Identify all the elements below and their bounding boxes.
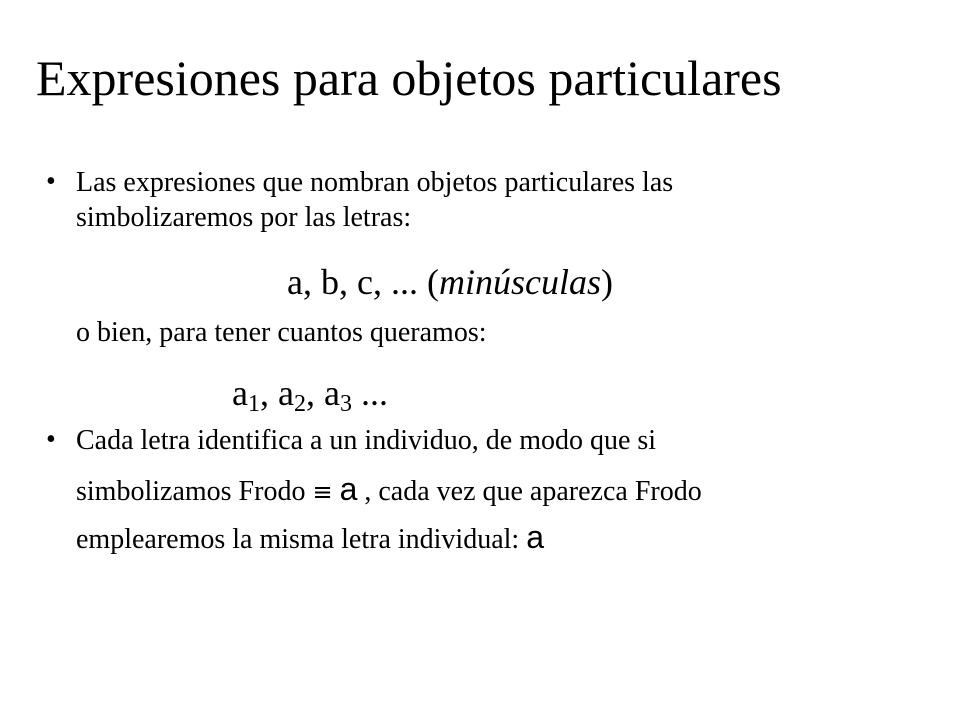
- subscript-1: 1: [247, 391, 260, 417]
- formula-letters-prefix: a, b, c, ... (: [287, 262, 439, 302]
- formula-letters: [287, 262, 613, 302]
- formula-letters-italic: minúsculas: [438, 262, 601, 302]
- formula-letters-suffix: ): [600, 262, 613, 302]
- individual-letter: a: [339, 471, 358, 507]
- bullet2-line2-after: , cada vez que aparezca Frodo: [364, 476, 702, 507]
- bullet2-line1: Cada letra identifica a un individuo, de modo que si: [76, 425, 657, 456]
- indexed-letter: a: [323, 373, 340, 413]
- individual-letter: a: [526, 519, 544, 555]
- or-line: o bien, para tener cuantos queramos:: [76, 317, 487, 348]
- slide-title: Expresiones para objetos particulares: [36, 50, 782, 106]
- formula-indexed: [232, 373, 388, 417]
- indexed-sep: ,: [305, 373, 324, 413]
- bullet2-line2: [76, 472, 702, 509]
- bullet2-line2-before: simbolizamos Frodo: [76, 476, 306, 507]
- bullet2-line3-before: emplearemos la misma letra individual:: [76, 524, 520, 555]
- subscript-2: 2: [293, 391, 306, 417]
- indexed-letter: a: [232, 373, 248, 413]
- bullet1-line2: simbolizaremos por las letras:: [76, 202, 412, 233]
- equivalence-symbol: ≡: [312, 478, 333, 506]
- subscript-3: 3: [339, 391, 352, 417]
- bullet1-line1: Las expresiones que nombran objetos particulares las: [76, 167, 674, 198]
- indexed-sep: ,: [259, 373, 278, 413]
- bullet-marker: •: [46, 166, 56, 197]
- indexed-letter: a: [277, 373, 294, 413]
- indexed-ellipsis: ...: [351, 373, 388, 413]
- bullet-marker: •: [46, 424, 56, 455]
- bullet2-line3: [76, 520, 544, 557]
